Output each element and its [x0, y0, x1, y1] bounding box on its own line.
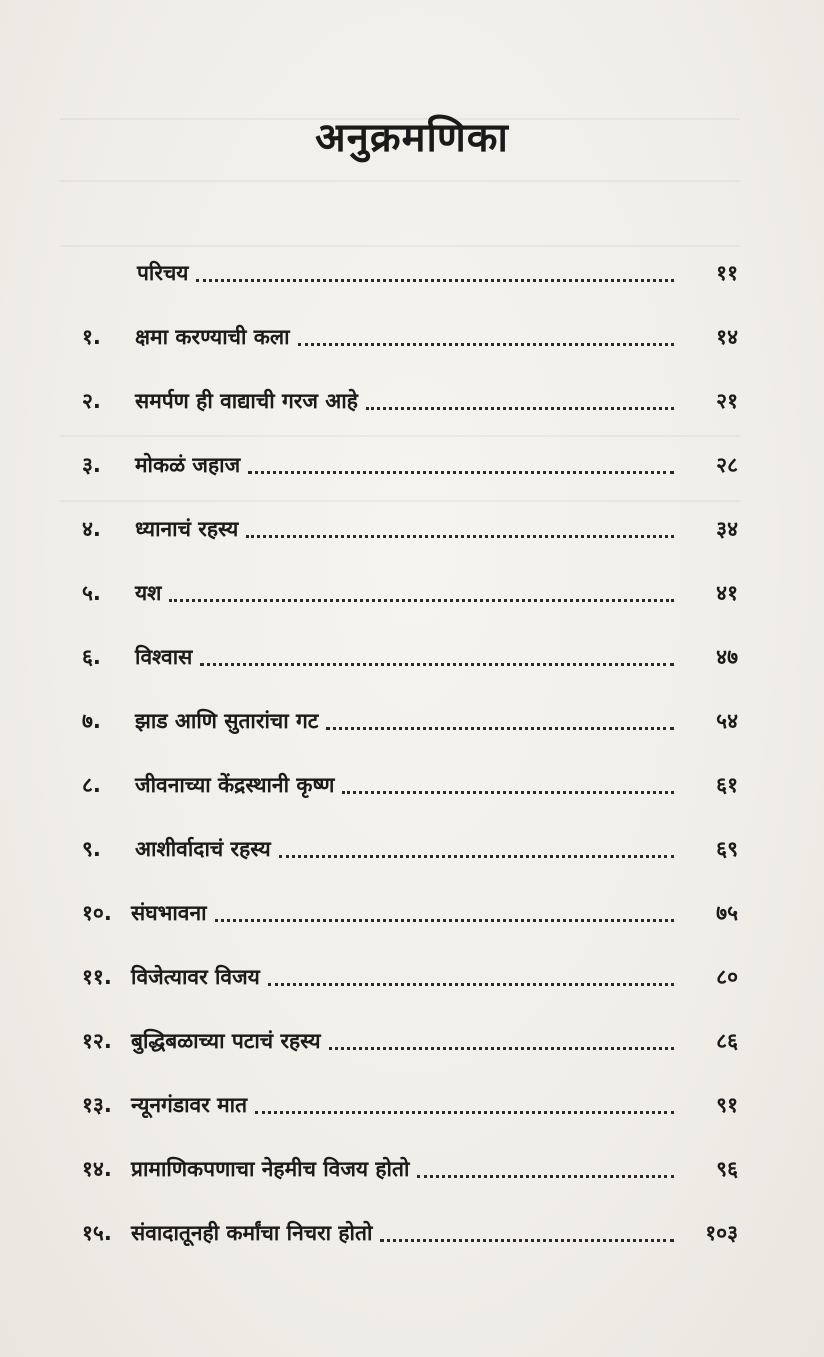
dot-leader: [366, 407, 674, 410]
toc-entry: [0, 561, 824, 607]
toc-entry: [0, 433, 824, 479]
toc-entry-page: ७५: [716, 901, 738, 925]
dot-leader: [200, 663, 674, 666]
toc-entry-line: [135, 323, 678, 351]
toc-entry-page: ६१: [716, 773, 738, 797]
toc-entry-title: मोकळं जहाज: [135, 453, 241, 477]
toc-entry-number: ८.: [82, 773, 101, 797]
toc-entry-number: १५.: [82, 1221, 112, 1245]
dot-leader: [326, 727, 674, 730]
toc-entry-number: ६.: [82, 645, 101, 669]
toc-entry-page: ५४: [716, 709, 738, 733]
dot-leader: [246, 535, 674, 538]
toc-entry-title: विश्वास: [135, 645, 193, 669]
dot-leader: [215, 919, 674, 922]
dot-leader: [298, 343, 674, 346]
toc-entry: [0, 625, 824, 671]
dot-leader: [169, 599, 674, 602]
toc-entry-title: यश: [135, 581, 162, 605]
toc-entry: [0, 1201, 824, 1247]
toc-entry-number: ३.: [82, 453, 101, 477]
toc-entry: [0, 1137, 824, 1183]
toc-entry-page: १०३: [705, 1221, 738, 1245]
toc-entry: [0, 817, 824, 863]
toc-entry-number: १२.: [82, 1029, 112, 1053]
toc-entry: [0, 369, 824, 415]
toc-entry-line: [137, 259, 678, 287]
toc-entry-title: ध्यानाचं रहस्य: [135, 517, 239, 541]
toc-entry-number: ७.: [82, 709, 101, 733]
toc-entry-line: [135, 835, 678, 863]
toc-entry-title: क्षमा करण्याची कला: [135, 325, 290, 349]
toc-entry-line: [131, 899, 678, 927]
toc-entry-line: [135, 451, 678, 479]
toc-entry-number: ११.: [82, 965, 112, 989]
toc-entry-line: [131, 1155, 678, 1183]
toc-entry: [0, 241, 824, 287]
dot-leader: [248, 471, 674, 474]
toc-entry-page: ३४: [716, 517, 738, 541]
toc-entry-page: ११: [716, 261, 738, 285]
toc-entry-title: झाड आणि सुतारांचा गट: [135, 709, 319, 733]
toc-entry-title: जीवनाच्या केंद्रस्थानी कृष्ण: [135, 773, 335, 797]
toc-entry-page: ८०: [716, 965, 738, 989]
dot-leader: [380, 1239, 674, 1242]
toc-entry-line: [135, 387, 678, 415]
toc-entry-title: बुद्धिबळाच्या पटाचं रहस्य: [131, 1029, 321, 1053]
toc-entry-number: ४.: [82, 517, 101, 541]
toc-entry-title: संवादातूनही कर्मांचा निचरा होतो: [131, 1221, 373, 1245]
toc-entry: [0, 497, 824, 543]
toc-entry-number: १.: [82, 325, 101, 349]
toc-entry: [0, 881, 824, 927]
toc-entry-line: [131, 963, 678, 991]
toc-entry-number: ९.: [82, 837, 101, 861]
show-through-line: [60, 180, 740, 182]
toc-entry-line: [135, 515, 678, 543]
toc-entry-page: २८: [716, 453, 738, 477]
toc-entry-line: [131, 1027, 678, 1055]
toc-entry-line: [135, 579, 678, 607]
toc-entry-number: १०.: [82, 901, 112, 925]
toc-entry-page: ९६: [716, 1157, 738, 1181]
toc-entry: [0, 305, 824, 351]
toc-entry-title: समर्पण ही वाद्याची गरज आहे: [135, 389, 358, 413]
dot-leader: [255, 1111, 674, 1114]
dot-leader: [329, 1047, 674, 1050]
toc-entry-number: १३.: [82, 1093, 112, 1117]
toc-entry-page: १४: [716, 325, 738, 349]
toc-entry: [0, 689, 824, 735]
toc-entry-number: ५.: [82, 581, 101, 605]
toc-entry: [0, 1009, 824, 1055]
toc-entry-line: [135, 771, 678, 799]
toc-entry-title: परिचय: [137, 261, 189, 285]
dot-leader: [342, 791, 674, 794]
toc-entry-line: [135, 643, 678, 671]
dot-leader: [279, 855, 674, 858]
toc-entry-title: संघभावना: [131, 901, 207, 925]
dot-leader: [268, 983, 674, 986]
toc-entry: [0, 1073, 824, 1119]
toc-entry-line: [135, 707, 678, 735]
toc-entry-title: प्रामाणिकपणाचा नेहमीच विजय होतो: [131, 1157, 410, 1181]
page-title: अनुक्रमणिका: [315, 114, 509, 161]
toc-entry-title: विजेत्यावर विजय: [131, 965, 260, 989]
toc-entry-page: ८६: [716, 1029, 738, 1053]
toc-entry-title: आशीर्वादाचं रहस्य: [135, 837, 271, 861]
toc-entry-page: ४७: [716, 645, 738, 669]
toc-entry: [0, 753, 824, 799]
toc-entry-page: ६९: [716, 837, 738, 861]
toc-entry-line: [131, 1219, 678, 1247]
toc-entry-number: १४.: [82, 1157, 112, 1181]
toc-entry: [0, 945, 824, 991]
toc-entry-page: ४१: [716, 581, 738, 605]
toc-entry-page: २१: [716, 389, 738, 413]
toc-entry-line: [131, 1091, 678, 1119]
dot-leader: [196, 279, 674, 282]
dot-leader: [417, 1175, 674, 1178]
toc-entry-page: ९१: [716, 1093, 738, 1117]
toc-entry-title: न्यूनगंडावर मात: [131, 1093, 248, 1117]
toc-entry-number: २.: [82, 389, 101, 413]
